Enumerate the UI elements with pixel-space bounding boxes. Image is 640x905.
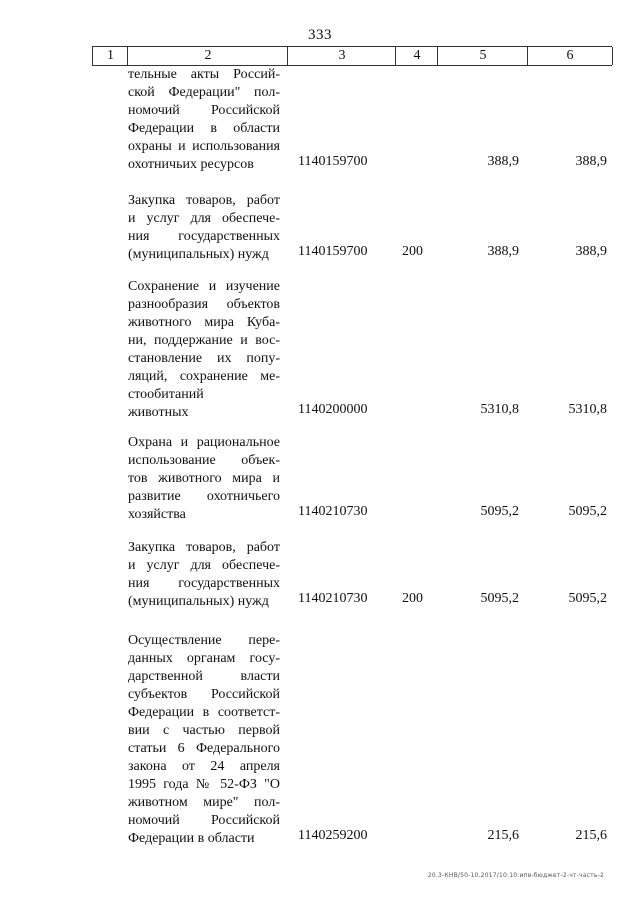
amount-col-6: 5310,8 <box>568 402 607 417</box>
description-line: ской Федерации" пол- <box>128 85 280 100</box>
description-line: разнообразия объектов <box>128 297 280 312</box>
header-col-6: 6 <box>527 47 613 65</box>
header-col-2: 2 <box>127 47 288 65</box>
description-line: номочий Российской <box>128 813 280 828</box>
amount-col-6: 388,9 <box>575 244 607 259</box>
footer-stamp: 20.3-КНВ/50-10.2017/10:10:ипв-бюджет-2-чт-часть-2 <box>427 872 604 879</box>
description-line: хозяйства <box>128 507 186 522</box>
header-col-1: 1 <box>92 47 128 65</box>
table-header <box>92 46 612 66</box>
description-line: охраны и использования <box>128 139 280 154</box>
expense-type-code: 200 <box>402 591 423 606</box>
description-line: вии с частью первой <box>128 723 280 738</box>
amount-col-6: 5095,2 <box>568 504 607 519</box>
amount-col-5: 5095,2 <box>480 504 519 519</box>
description-line: (муниципальных) нужд <box>128 247 269 262</box>
description-line: ния государственных <box>128 229 280 244</box>
description-line: стообитаний <box>128 387 204 402</box>
description-line: ляций, сохранение ме- <box>128 369 280 384</box>
target-article-code: 1140210730 <box>298 504 368 519</box>
description-line: Сохранение и изучение <box>128 279 280 294</box>
description-line: статьи 6 Федерального <box>128 741 280 756</box>
description-line: тов животного мира и <box>128 471 280 486</box>
header-col-3: 3 <box>287 47 396 65</box>
description-line: охотничьих ресурсов <box>128 157 254 172</box>
target-article-code: 1140159700 <box>298 154 368 169</box>
description-line: становление их попу- <box>128 351 280 366</box>
description-line: и услуг для обеспече- <box>128 211 280 226</box>
row-description <box>128 434 280 524</box>
amount-col-5: 388,9 <box>487 244 519 259</box>
description-line: животного мира Куба- <box>128 315 280 330</box>
description-line: данных органам госу- <box>128 651 280 666</box>
description-line: дарственной власти <box>128 669 280 684</box>
header-col-5: 5 <box>437 47 528 65</box>
amount-col-6: 388,9 <box>575 154 607 169</box>
amount-col-5: 5310,8 <box>480 402 519 417</box>
target-article-code: 1140210730 <box>298 591 368 606</box>
description-line: животных <box>128 405 189 420</box>
description-line: 1995 года № 52-ФЗ "О <box>128 777 280 792</box>
row-description <box>128 66 280 174</box>
target-article-code: 1140259200 <box>298 828 368 843</box>
amount-col-6: 215,6 <box>575 828 607 843</box>
amount-col-5: 215,6 <box>487 828 519 843</box>
row-description <box>128 278 280 422</box>
row-description <box>128 632 280 848</box>
description-line: Федерации в области <box>128 121 280 136</box>
description-line: тельные акты Россий- <box>128 67 280 82</box>
amount-col-5: 5095,2 <box>480 591 519 606</box>
page-number: 333 <box>308 27 332 43</box>
description-line: Закупка товаров, работ <box>128 540 280 555</box>
description-line: закона от 24 апреля <box>128 759 280 774</box>
description-line: номочий Российской <box>128 103 280 118</box>
description-line: Осуществление пере- <box>128 633 280 648</box>
row-description <box>128 539 280 611</box>
header-col-4: 4 <box>395 47 438 65</box>
expense-type-code: 200 <box>402 244 423 259</box>
row-description <box>128 192 280 264</box>
description-line: субъектов Российской <box>128 687 280 702</box>
description-line: животном мире" пол- <box>128 795 280 810</box>
description-line: ния государственных <box>128 576 280 591</box>
description-line: Закупка товаров, работ <box>128 193 280 208</box>
description-line: ни, поддержание и вос- <box>128 333 280 348</box>
amount-col-5: 388,9 <box>487 154 519 169</box>
target-article-code: 1140200000 <box>298 402 368 417</box>
description-line: Федерации в соответст- <box>128 705 280 720</box>
amount-col-6: 5095,2 <box>568 591 607 606</box>
description-line: (муниципальных) нужд <box>128 594 269 609</box>
description-line: использование объек- <box>128 453 280 468</box>
description-line: развитие охотничьего <box>128 489 280 504</box>
target-article-code: 1140159700 <box>298 244 368 259</box>
description-line: Федерации в области <box>128 831 255 846</box>
description-line: Охрана и рациональное <box>128 435 280 450</box>
description-line: и услуг для обеспече- <box>128 558 280 573</box>
